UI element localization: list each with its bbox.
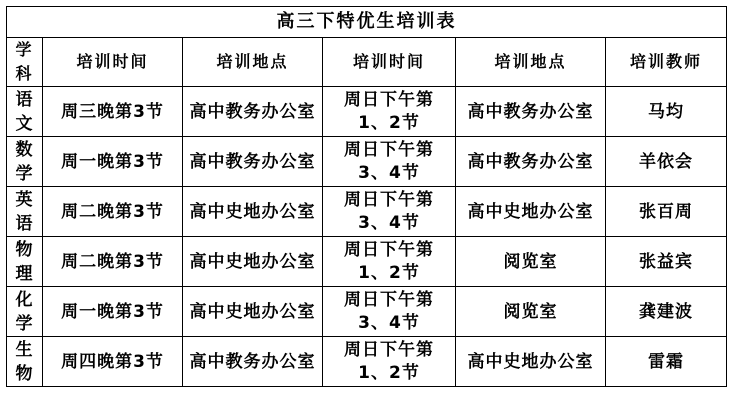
header-training-place-2: 培训地点 [456, 38, 606, 87]
table-row [7, 237, 727, 287]
subject-label: 英语 [15, 189, 34, 234]
header-training-place-1: 培训地点 [183, 38, 323, 87]
training-time-2-cell [323, 187, 456, 237]
training-place-2-cell: 高中教务办公室 [456, 137, 606, 187]
training-time-2-label: 周日下午第3、4节 [344, 139, 434, 183]
subject-label: 生物 [15, 339, 34, 384]
header-teacher: 培训教师 [606, 38, 727, 87]
training-time-1-cell: 周四晚第3节 [43, 337, 183, 387]
training-place-2-cell: 高中史地办公室 [456, 337, 606, 387]
training-place-1-cell: 高中教务办公室 [183, 337, 323, 387]
table-row [7, 137, 727, 187]
table-row [7, 337, 727, 387]
subject-cell [7, 287, 43, 337]
subject-cell [7, 187, 43, 237]
header-training-time-2: 培训时间 [323, 38, 456, 87]
training-place-2-cell: 高中教务办公室 [456, 87, 606, 137]
training-place-1-cell: 高中教务办公室 [183, 137, 323, 187]
training-time-1-cell: 周一晚第3节 [43, 137, 183, 187]
subject-cell [7, 137, 43, 187]
header-training-time-1: 培训时间 [43, 38, 183, 87]
subject-label: 语文 [15, 89, 34, 134]
training-place-1-cell: 高中史地办公室 [183, 287, 323, 337]
training-schedule-table [6, 6, 727, 387]
training-time-1-cell: 周一晚第3节 [43, 287, 183, 337]
table-title: 高三下特优生培训表 [7, 7, 727, 38]
training-place-1-cell: 高中教务办公室 [183, 87, 323, 137]
training-time-2-cell [323, 137, 456, 187]
training-time-2-cell [323, 337, 456, 387]
table-row [7, 87, 727, 137]
training-place-1-cell: 高中史地办公室 [183, 187, 323, 237]
training-place-2-cell: 高中史地办公室 [456, 187, 606, 237]
training-time-1-cell: 周二晚第3节 [43, 237, 183, 287]
subject-label: 物理 [15, 239, 34, 284]
training-time-2-label: 周日下午第1、2节 [344, 239, 434, 283]
subject-label: 数学 [15, 139, 34, 184]
training-time-2-label: 周日下午第3、4节 [344, 289, 434, 333]
header-row [7, 38, 727, 87]
training-place-1-cell: 高中史地办公室 [183, 237, 323, 287]
teacher-cell: 雷霜 [606, 337, 727, 387]
teacher-cell: 张益宾 [606, 237, 727, 287]
title-row [7, 7, 727, 38]
teacher-cell: 羊依会 [606, 137, 727, 187]
teacher-cell: 龚建波 [606, 287, 727, 337]
teacher-cell: 马均 [606, 87, 727, 137]
training-time-2-cell [323, 237, 456, 287]
table-row [7, 287, 727, 337]
header-subject-label: 学科 [15, 40, 34, 83]
training-time-2-label: 周日下午第1、2节 [344, 89, 434, 133]
training-time-2-cell [323, 87, 456, 137]
subject-cell [7, 237, 43, 287]
training-time-2-cell [323, 287, 456, 337]
subject-cell [7, 87, 43, 137]
training-place-2-cell: 阅览室 [456, 287, 606, 337]
training-time-1-cell: 周二晚第3节 [43, 187, 183, 237]
header-subject [7, 38, 43, 87]
table-row [7, 187, 727, 237]
teacher-cell: 张百周 [606, 187, 727, 237]
training-time-1-cell: 周三晚第3节 [43, 87, 183, 137]
training-time-2-label: 周日下午第3、4节 [344, 189, 434, 233]
subject-label: 化学 [15, 289, 34, 334]
subject-cell [7, 337, 43, 387]
training-time-2-label: 周日下午第1、2节 [344, 339, 434, 383]
training-place-2-cell: 阅览室 [456, 237, 606, 287]
